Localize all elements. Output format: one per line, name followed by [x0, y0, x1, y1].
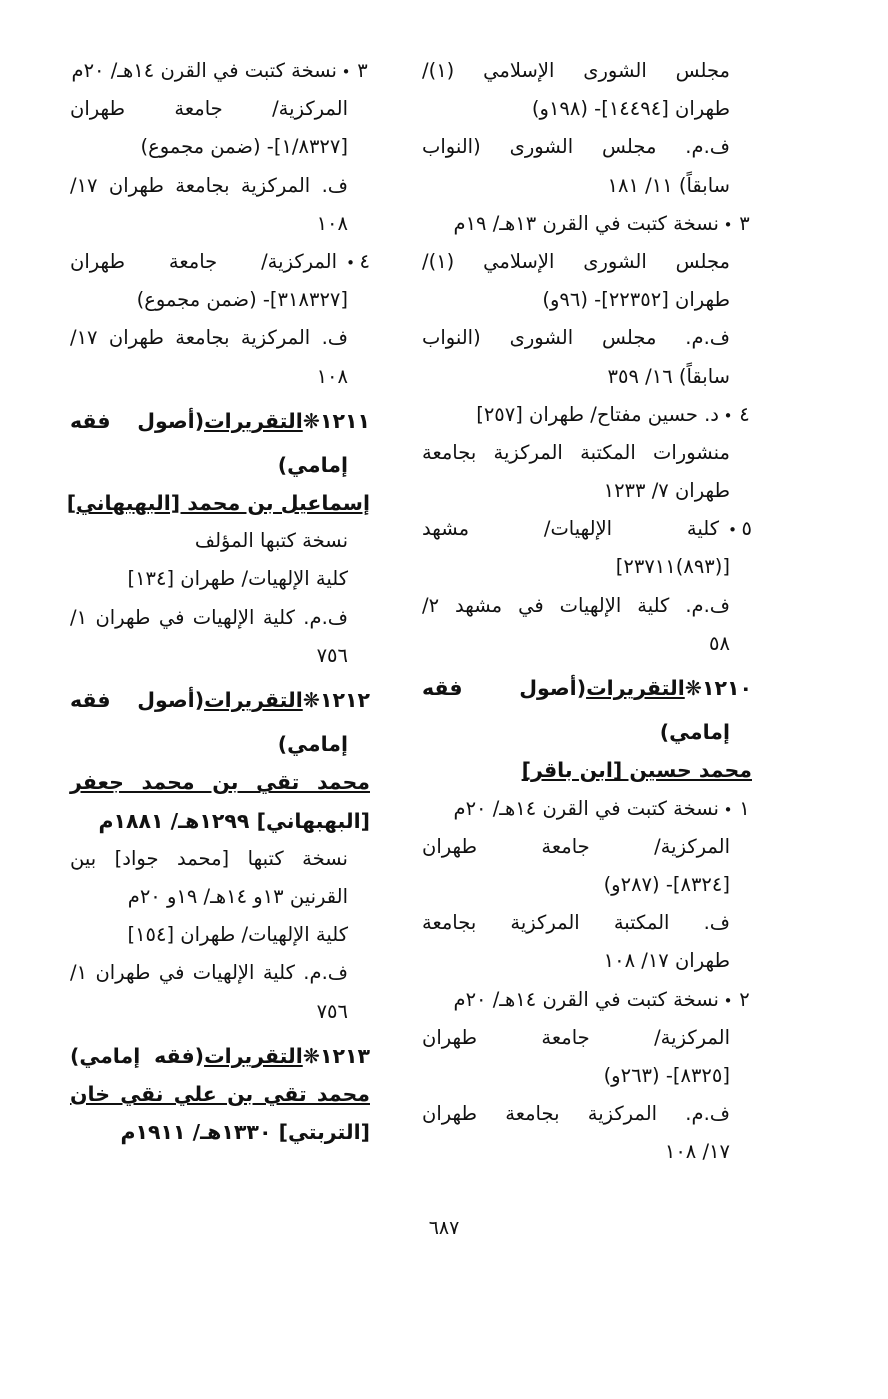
- bullet-icon: •: [728, 521, 737, 540]
- entry-line: نسخة كتبها المؤلف: [194, 529, 348, 553]
- bullet-icon: •: [723, 215, 733, 234]
- entry-subject-cont: إمامي): [277, 452, 348, 477]
- entry-line: [٣١٨٣٢٧]- (ضمن مجموع): [136, 288, 348, 312]
- entry-line: سابقاً) ١١/ ١٨١: [607, 173, 730, 197]
- copy-item: [70, 243, 370, 281]
- copy-item: [422, 790, 752, 828]
- author-line: [66, 484, 370, 522]
- entry-number: ١٢١٠: [701, 676, 752, 700]
- entry-line: ف. المكتبة المركزية بجامعة: [422, 911, 730, 935]
- entry-subject: (فقه إمامي): [70, 1043, 205, 1068]
- entry-line: ف.م. كلية الإلهيات في مشهد ٢/: [422, 593, 730, 617]
- bullet-icon: •: [723, 800, 733, 819]
- star-icon: ❋: [302, 1043, 320, 1068]
- star-icon: ❋: [302, 688, 320, 712]
- entry-line: ف.م. كلية الإلهيات في طهران ١/: [70, 605, 348, 629]
- author-name: محمد حسين [ابن باقر]: [521, 758, 752, 783]
- entry-subject-cont: إمامي): [277, 732, 348, 757]
- entry-line: كلية الإلهيات/ طهران [١٥٤]: [127, 923, 348, 947]
- star-icon: ❋: [684, 676, 702, 700]
- entry-line: ف.م. مجلس الشورى (النواب: [422, 326, 730, 350]
- entry-line: المركزية/ جامعة طهران: [422, 1025, 730, 1049]
- entry-line: ١٠٨: [316, 364, 348, 388]
- entry-heading: [422, 669, 752, 707]
- copy-number: ٤: [739, 402, 750, 426]
- copy-item: [70, 52, 370, 90]
- entry-line: طهران [٢٢٣٥٢]- (٩٦و): [542, 288, 730, 312]
- copy-item: [422, 396, 752, 434]
- copy-item: [422, 510, 752, 548]
- entry-line: مجلس الشورى الإسلامي (١)/: [422, 249, 730, 273]
- entry-line: مجلس الشورى الإسلامي (١)/: [422, 59, 730, 82]
- copy-number: ٣: [357, 59, 368, 82]
- entry-heading: [70, 681, 370, 719]
- entry-line: [٨٣٢٤]- (٢٨٧و): [603, 872, 730, 896]
- entry-line: ٥٨: [709, 631, 730, 655]
- copy-number: ١: [739, 796, 750, 820]
- entry-line: المركزية/ جامعة طهران: [70, 97, 348, 121]
- copy-text: نسخة كتبت في القرن ١٣هـ/ ١٩م: [453, 211, 719, 235]
- entry-line: القرنين ١٣و ١٤هـ/ ١٩و ٢٠م: [127, 884, 348, 908]
- entry-line: منشورات المكتبة المركزية بجامعة: [422, 440, 730, 464]
- author-line: [70, 763, 370, 801]
- entry-title: التقريرات: [586, 676, 685, 700]
- copy-number: ٥: [741, 517, 752, 541]
- author-name: [البهبهاني] ١٢٩٩هـ/ ١٨٨١م: [98, 808, 370, 833]
- entry-line: ف. المركزية بجامعة طهران ١٧/: [70, 173, 348, 197]
- page-number: ٦٨٧: [428, 1217, 460, 1239]
- copy-text: د. حسين مفتاح/ طهران [٢٥٧]: [476, 402, 719, 426]
- author-line: [70, 1075, 370, 1113]
- entry-number: ١٢١٢: [319, 688, 370, 712]
- author-line: [70, 1113, 370, 1151]
- entry-line: [٨٣٢٥]- (٢٦٣و): [603, 1063, 730, 1087]
- entry-line: ١٧/ ١٠٨: [664, 1140, 730, 1164]
- bullet-icon: •: [341, 63, 351, 81]
- entry-title: التقريرات: [204, 688, 303, 712]
- entry-line: ف.م. مجلس الشورى (النواب: [422, 135, 730, 159]
- copy-text: المركزية/ جامعة طهران: [70, 249, 337, 273]
- entry-heading: [70, 402, 370, 440]
- author-name: محمد تقي بن محمد جعفر: [70, 770, 370, 795]
- entry-line: ١٠٨: [316, 211, 348, 235]
- entry-number: ١٢١٣: [319, 1043, 370, 1068]
- entry-subject: (أصول فقه: [70, 408, 205, 433]
- author-line: [70, 802, 370, 840]
- entry-line: ٧٥٦: [316, 643, 348, 667]
- copy-text: نسخة كتبت في القرن ١٤هـ/ ٢٠م: [453, 987, 719, 1011]
- entry-line: [(٨٩٣)٢٣٧١١]: [615, 555, 730, 579]
- entry-line: سابقاً) ١٦/ ٣٥٩: [607, 364, 730, 388]
- entry-line: ف.م. كلية الإلهيات في طهران ١/: [70, 961, 348, 985]
- bullet-icon: •: [723, 991, 733, 1010]
- author-name: محمد تقي بن علي نقي خان: [70, 1081, 370, 1106]
- entry-line: ف. المركزية بجامعة طهران ١٧/: [70, 326, 348, 350]
- entry-line: [١/٨٣٢٧]- (ضمن مجموع): [140, 135, 348, 159]
- entry-subject-cont: إمامي): [659, 720, 730, 745]
- copy-text: نسخة كتبت في القرن ١٤هـ/ ٢٠م: [71, 59, 337, 82]
- copy-text: كلية الإلهيات/ مشهد: [422, 517, 719, 541]
- entry-line: طهران [١٤٤٩٤]- (١٩٨و): [531, 97, 730, 121]
- author-name: إسماعيل بن محمد [البهبهاني]: [66, 491, 370, 516]
- entry-line: ف.م. المركزية بجامعة طهران: [422, 1102, 730, 1126]
- entry-line: المركزية/ جامعة طهران: [422, 834, 730, 858]
- copy-item: [422, 205, 752, 243]
- entry-line: ٧٥٦: [316, 999, 348, 1023]
- bullet-icon: •: [723, 406, 733, 425]
- copy-number: ٣: [739, 211, 750, 235]
- entry-line: كلية الإلهيات/ طهران [١٣٤]: [127, 567, 348, 591]
- entry-number: ١٢١١: [319, 408, 370, 433]
- entry-subject: (أصول فقه: [70, 688, 205, 712]
- left-column: [66, 52, 370, 1151]
- entry-subject: (أصول فقه: [422, 676, 587, 700]
- entry-title: التقريرات: [204, 408, 303, 433]
- entry-heading: [70, 1037, 370, 1075]
- copy-number: ٢: [739, 987, 750, 1011]
- entry-line: نسخة كتبها [محمد جواد] بين: [70, 846, 348, 870]
- bullet-icon: •: [346, 253, 355, 272]
- copy-text: نسخة كتبت في القرن ١٤هـ/ ٢٠م: [453, 796, 719, 820]
- entry-line: طهران ٧/ ١٢٣٣: [603, 479, 730, 503]
- copy-number: ٤: [359, 249, 370, 273]
- copy-item: [422, 981, 752, 1019]
- author-name: [التربتي] ١٣٣٠هـ/ ١٩١١م: [120, 1120, 370, 1145]
- right-column: [422, 52, 752, 1171]
- star-icon: ❋: [302, 408, 320, 433]
- entry-title: التقريرات: [204, 1043, 303, 1068]
- entry-line: طهران ١٧/ ١٠٨: [603, 949, 730, 973]
- author-line: [422, 751, 752, 789]
